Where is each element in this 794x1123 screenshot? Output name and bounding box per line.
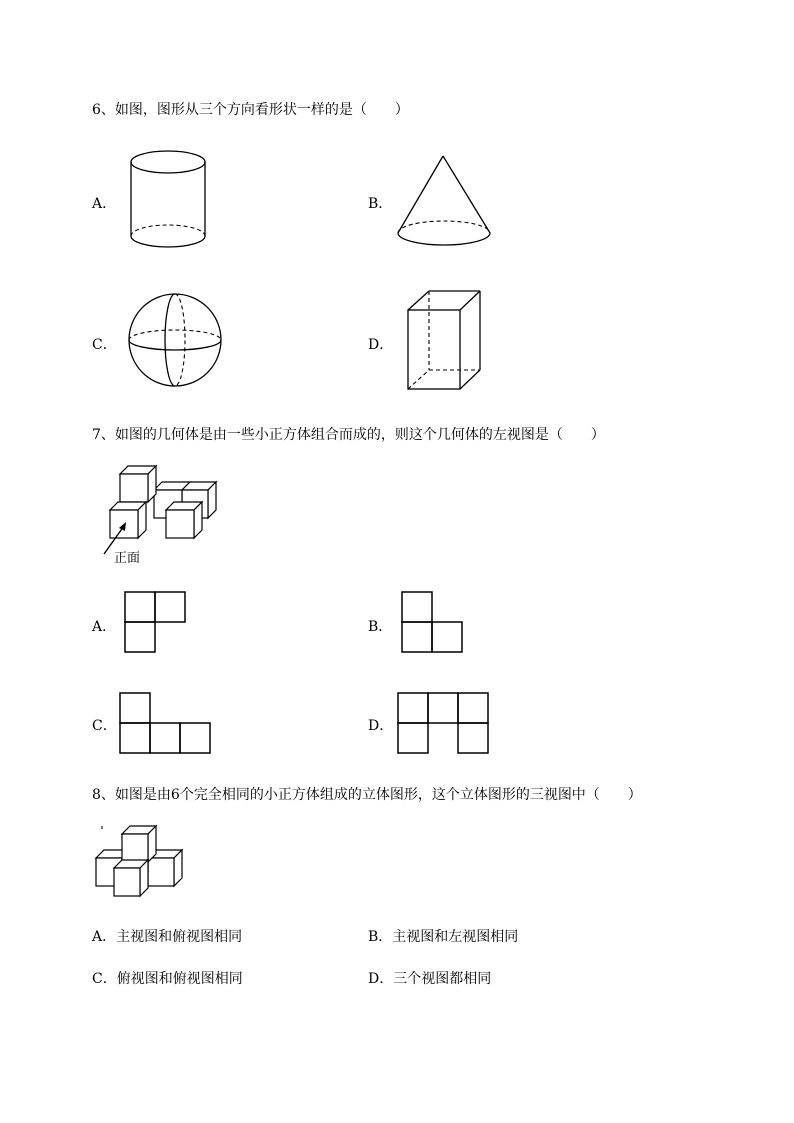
q8-option-c[interactable]: C．俯视图和俯视图相同 [92,971,243,987]
cone-icon [395,153,495,249]
q8-option-d[interactable]: D．三个视图都相同 [368,971,492,987]
q7-option-b-label[interactable]: B． [368,619,393,635]
question-6-stem: 6、如图，图形从三个方向看形状一样的是（ ） [92,102,409,118]
q7-option-c-view [119,691,214,755]
q8-option-a[interactable]: A．主视图和俯视图相同 [92,929,243,945]
sphere-icon [126,292,226,390]
cylinder-icon [128,148,210,250]
q6-option-c-label[interactable]: C． [92,337,117,353]
question-8-stem: 8、如图是由6个完全相同的小正方体组成的立体图形，这个立体图形的三视图中（ ） [92,787,642,803]
six-cube-figure [92,824,188,900]
question-7-stem: 7、如图的几何体是由一些小正方体组合而成的，则这个几何体的左视图是（ ） [92,427,605,443]
q7-option-b-view [401,590,465,654]
q7-option-d-label[interactable]: D． [368,718,394,734]
q6-option-d-label[interactable]: D． [368,337,394,353]
q6-option-a-label[interactable]: A． [92,196,117,212]
q7-option-c-label[interactable]: C． [92,718,117,734]
q8-option-b[interactable]: B．主视图和左视图相同 [368,929,519,945]
q7-option-a-view [124,590,188,654]
q7-option-a-label[interactable]: A． [92,619,117,635]
front-direction-label: 正面 [114,551,141,566]
cuboid-icon [405,288,483,392]
q6-option-b-label[interactable]: B． [368,196,393,212]
q7-option-d-view [397,691,492,755]
